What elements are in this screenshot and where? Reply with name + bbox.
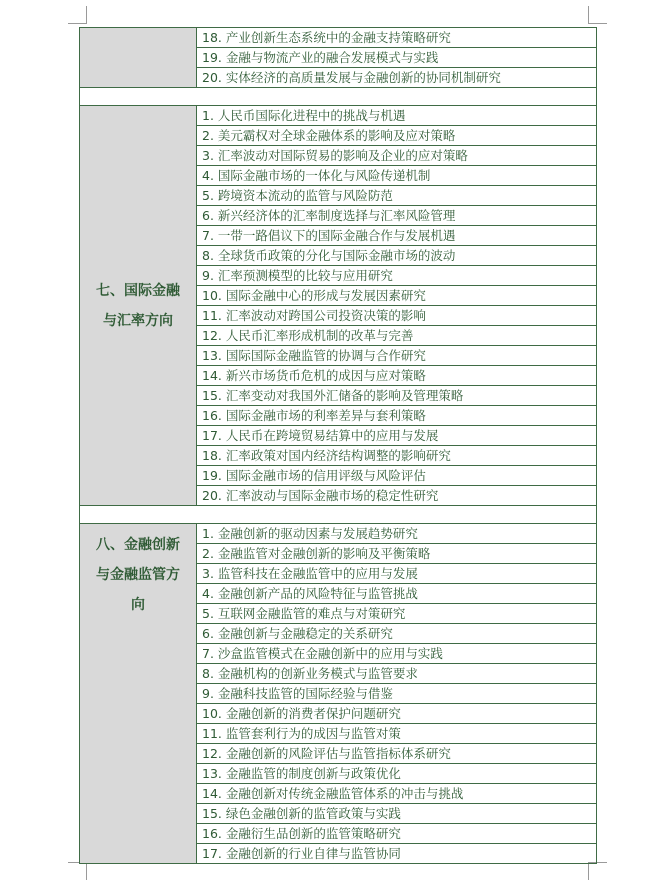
list-item: 11. 监管套利行为的成因与监管对策 xyxy=(197,724,596,744)
crop-mark xyxy=(588,862,589,880)
list-item: 9. 汇率预测模型的比较与应用研究 xyxy=(197,266,596,286)
crop-mark xyxy=(68,23,86,24)
crop-mark xyxy=(86,6,87,24)
list-item: 19. 金融与物流产业的融合发展模式与实践 xyxy=(197,48,596,68)
topic-table xyxy=(79,27,597,864)
list-item: 5. 跨境资本流动的监管与风险防范 xyxy=(197,186,596,206)
section-international-finance xyxy=(80,106,597,506)
list-item: 6. 金融创新与金融稳定的关系研究 xyxy=(197,624,596,644)
crop-mark xyxy=(588,6,589,24)
list-item: 19. 国际金融市场的信用评级与风险评估 xyxy=(197,466,596,486)
list-item: 3. 监管科技在金融监管中的应用与发展 xyxy=(197,564,596,584)
separator-row xyxy=(80,88,597,106)
list-item: 10. 国际金融中心的形成与发展因素研究 xyxy=(197,286,596,306)
list-item: 6. 新兴经济体的汇率制度选择与汇率风险管理 xyxy=(197,206,596,226)
list-item: 1. 金融创新的驱动因素与发展趋势研究 xyxy=(197,524,596,544)
list-item: 16. 金融衍生品创新的监管策略研究 xyxy=(197,824,596,844)
list-item: 7. 沙盒监管模式在金融创新中的应用与实践 xyxy=(197,644,596,664)
list-item: 18. 汇率政策对国内经济结构调整的影响研究 xyxy=(197,446,596,466)
list-item: 5. 互联网金融监管的难点与对策研究 xyxy=(197,604,596,624)
list-item: 12. 金融创新的风险评估与监管指标体系研究 xyxy=(197,744,596,764)
separator-row xyxy=(80,506,597,524)
section-previous xyxy=(80,28,597,88)
list-item: 8. 全球货币政策的分化与国际金融市场的波动 xyxy=(197,246,596,266)
list-item: 15. 汇率变动对我国外汇储备的影响及管理策略 xyxy=(197,386,596,406)
list-item: 16. 国际金融市场的利率差异与套利策略 xyxy=(197,406,596,426)
list-item: 20. 实体经济的高质量发展与金融创新的协同机制研究 xyxy=(202,70,501,85)
section-innovation-regulation xyxy=(80,524,597,864)
list-item: 13. 金融监管的制度创新与政策优化 xyxy=(197,764,596,784)
list-item: 11. 汇率波动对跨国公司投资决策的影响 xyxy=(197,306,596,326)
list-item: 3. 汇率波动对国际贸易的影响及企业的应对策略 xyxy=(197,146,596,166)
list-item: 15. 绿色金融创新的监管政策与实践 xyxy=(197,804,596,824)
crop-mark xyxy=(86,862,87,880)
list-item: 1. 人民币国际化进程中的挑战与机遇 xyxy=(197,106,596,126)
item-list xyxy=(197,106,597,505)
list-item: 17. 金融创新的行业自律与监管协同 xyxy=(202,846,401,861)
item-list xyxy=(197,524,597,863)
list-item: 10. 金融创新的消费者保护问题研究 xyxy=(197,704,596,724)
list-item: 14. 金融创新对传统金融监管体系的冲击与挑战 xyxy=(197,784,596,804)
list-item: 20. 汇率波动与国际金融市场的稳定性研究 xyxy=(202,488,439,503)
list-item: 2. 金融监管对金融创新的影响及平衡策略 xyxy=(197,544,596,564)
list-item: 7. 一带一路倡议下的国际金融合作与发展机遇 xyxy=(197,226,596,246)
list-item: 17. 人民币在跨境贸易结算中的应用与发展 xyxy=(197,426,596,446)
list-item: 14. 新兴市场货币危机的成因与应对策略 xyxy=(197,366,596,386)
list-item: 18. 产业创新生态系统中的金融支持策略研究 xyxy=(197,28,596,48)
category-cell: 八、金融创新 与金融监管方 向 xyxy=(80,524,197,863)
list-item: 12. 人民币汇率形成机制的改革与完善 xyxy=(197,326,596,346)
list-item: 9. 金融科技监管的国际经验与借鉴 xyxy=(197,684,596,704)
crop-mark xyxy=(589,23,607,24)
item-list xyxy=(197,28,597,87)
category-cell xyxy=(80,28,197,87)
list-item: 4. 国际金融市场的一体化与风险传递机制 xyxy=(197,166,596,186)
category-cell: 七、国际金融 与汇率方向 xyxy=(80,106,197,505)
list-item: 4. 金融创新产品的风险特征与监管挑战 xyxy=(197,584,596,604)
list-item: 8. 金融机构的创新业务模式与监管要求 xyxy=(197,664,596,684)
list-item: 13. 国际国际金融监管的协调与合作研究 xyxy=(197,346,596,366)
list-item: 2. 美元霸权对全球金融体系的影响及应对策略 xyxy=(197,126,596,146)
